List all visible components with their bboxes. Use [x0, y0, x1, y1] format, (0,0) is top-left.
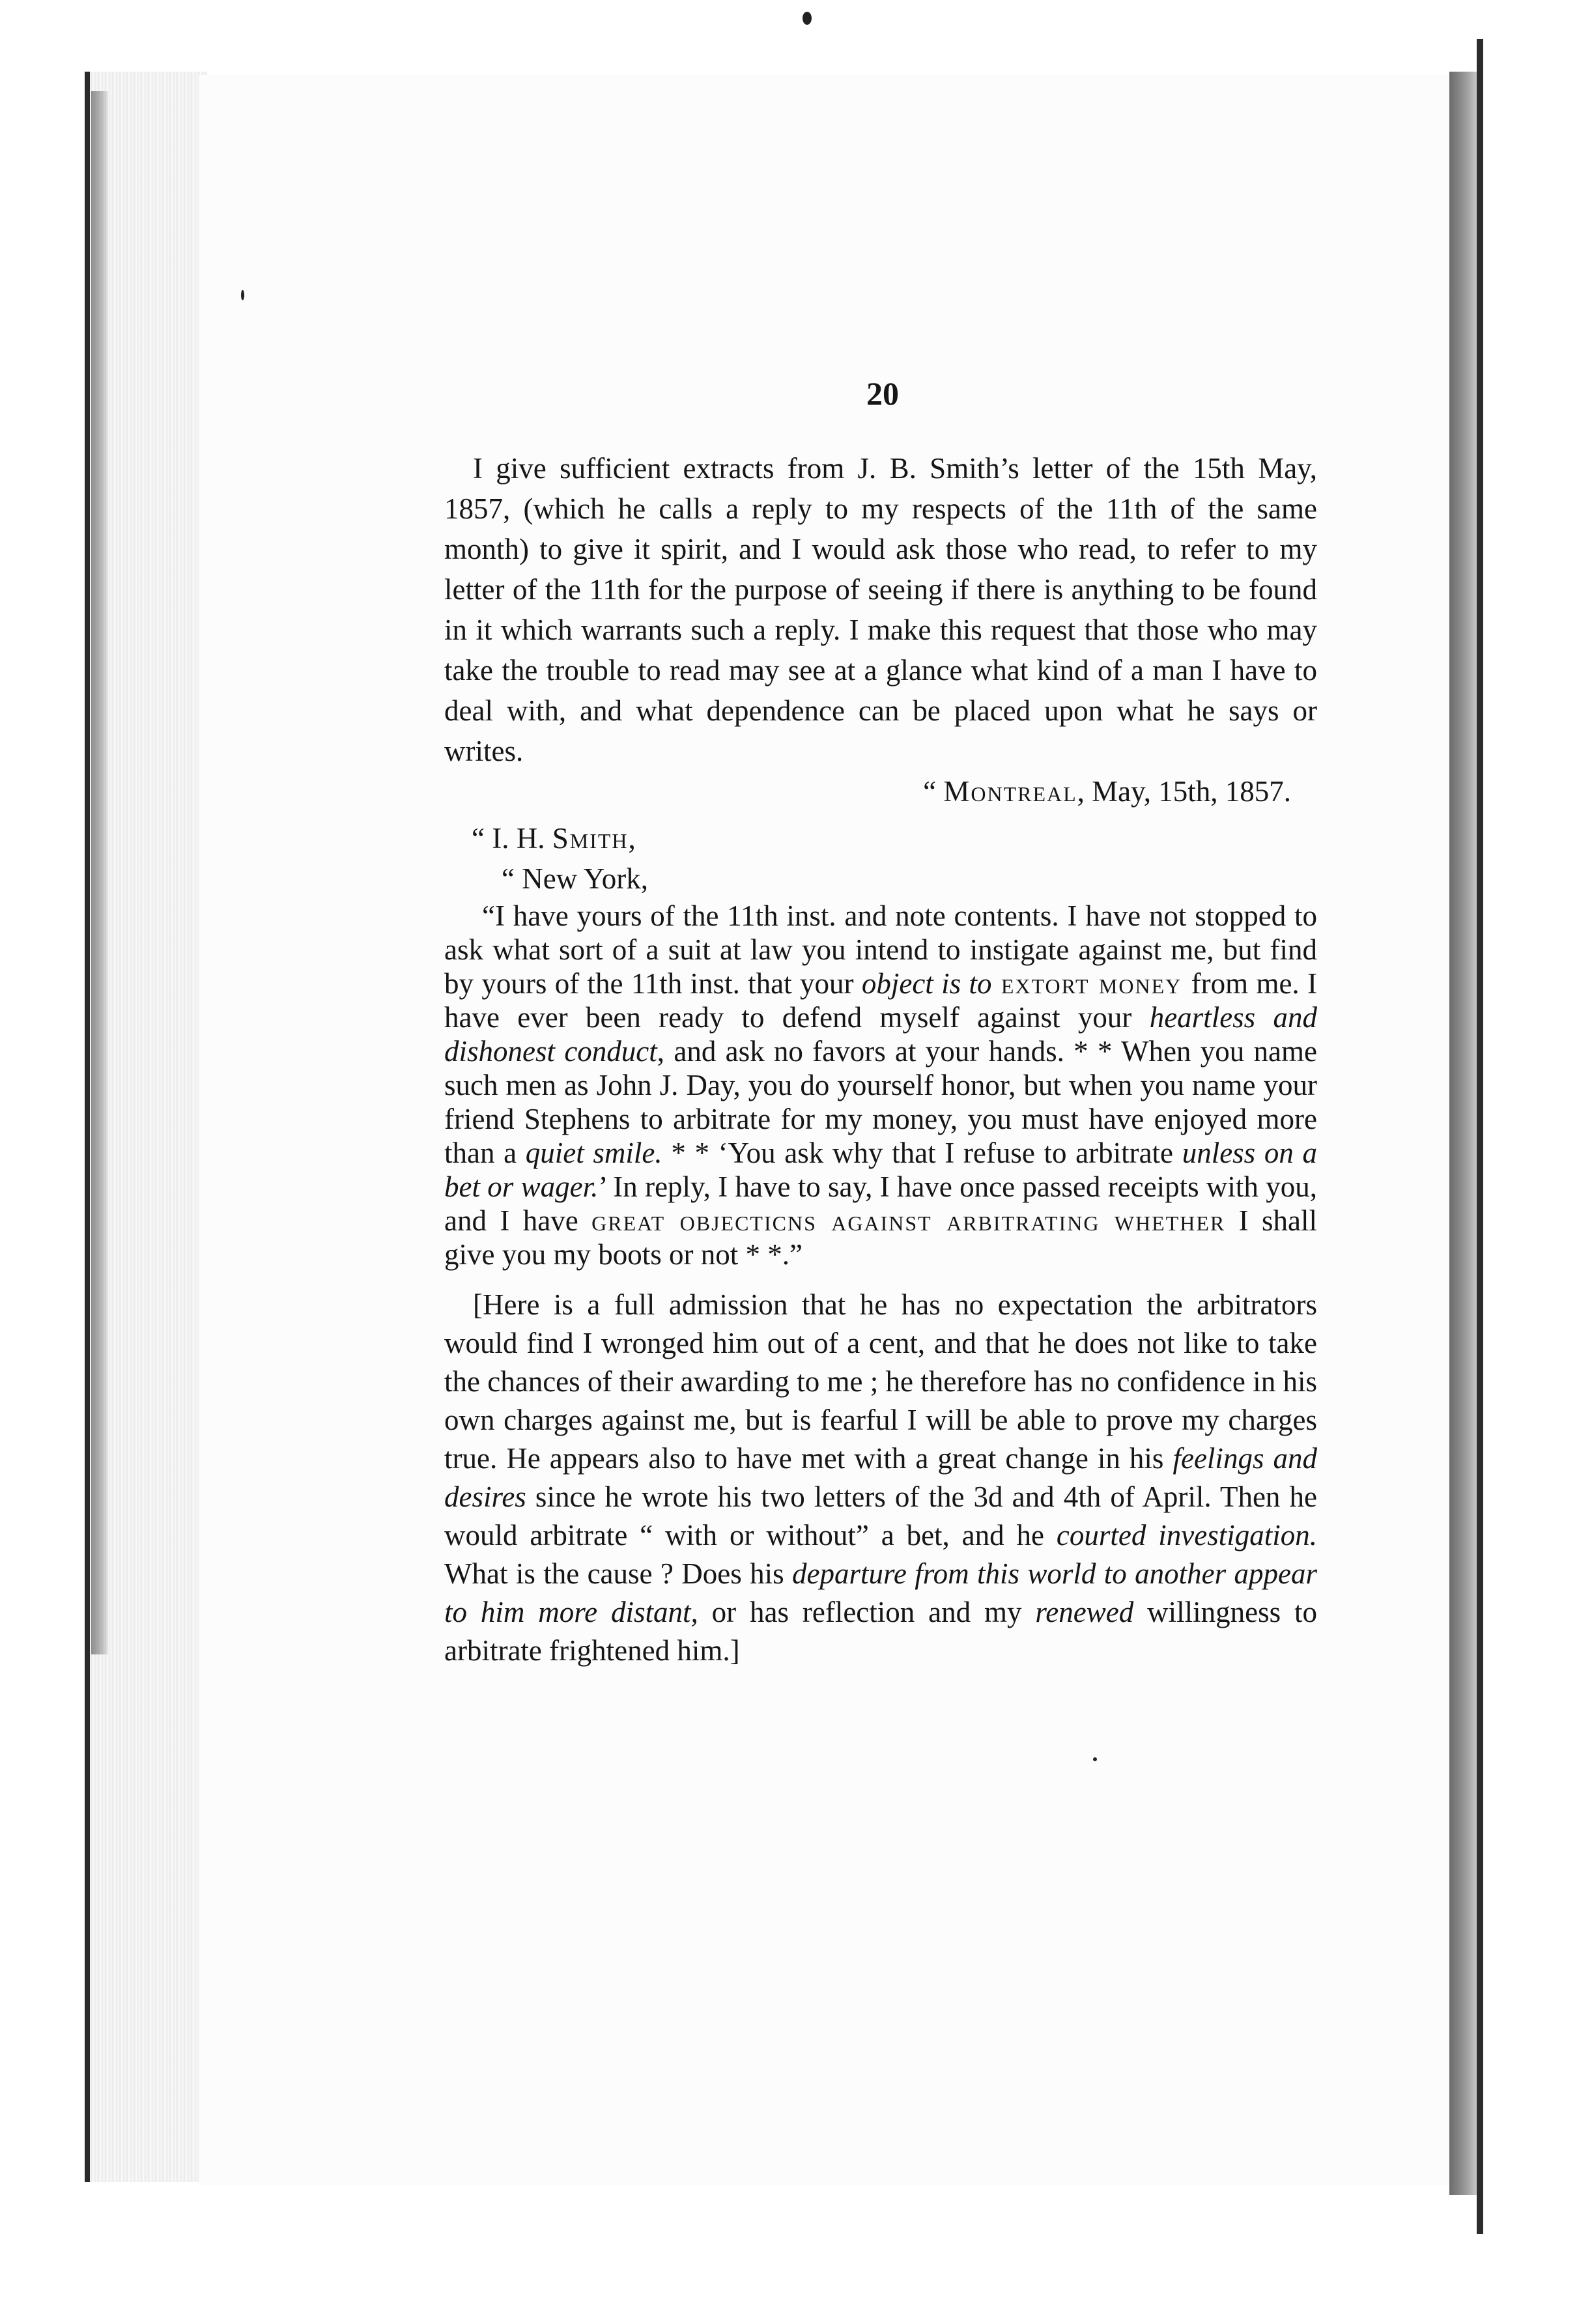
letter-salutation-name: [444, 818, 1317, 858]
dateline-date: , May, 15th, 1857.: [1077, 775, 1291, 808]
letter-salutation-city: “ New York,: [502, 862, 648, 895]
letter-text: * * ‘You ask why that I refuse to arbitrate: [662, 1137, 1182, 1169]
commentary-italic: feelings and desires: [444, 1442, 1317, 1513]
scan-speck: [241, 290, 244, 300]
binding-shadow: [1449, 72, 1477, 2195]
letter-text: , and ask no favors at your hands. * * When you name such men as John J. Day, you do yourself honor, but when you name your friend Stephens to arbitrate for my money, you must have enjoyed more than a: [444, 1035, 1318, 1169]
letter-caps: extort money: [991, 967, 1191, 1000]
letter-italic: object is to: [861, 967, 992, 1000]
bracketed-commentary: [444, 1286, 1317, 1670]
commentary-text: What is the cause ? Does his: [444, 1557, 793, 1590]
salutation-comma: ,: [628, 822, 636, 855]
letter-italic: quiet smile.: [525, 1137, 662, 1169]
salutation-surname: Smith: [552, 822, 629, 855]
body-text: [444, 448, 1317, 1670]
letter-dateline: [444, 771, 1317, 812]
commentary-italic: renewed: [1035, 1596, 1134, 1628]
letter-italic: heartless and dishonest conduct: [444, 1001, 1317, 1068]
commentary-italic: courted investigation.: [1056, 1519, 1317, 1552]
binding-edge: [1477, 39, 1483, 2234]
scan-speck: [803, 12, 812, 25]
commentary-italic: departure from this world to another appear to him more distant,: [444, 1557, 1317, 1628]
letter-text: I shall give you my boots or not * *.”: [444, 1204, 1318, 1271]
page-number: 20: [866, 375, 899, 412]
salutation-open: “ I. H.: [472, 822, 552, 855]
intro-paragraph: I give sufficient extracts from J. B. Smith’s letter of the 15th May, 1857, (which he calls a reply to my respects of the 11th of the same month) to give it spirit, and I would ask those who read, to refer to my letter of the 11th for the purpose of seeing if there is anything to be found in it which warrants such a reply. I make this request that those who may take the trouble to read may see at a glance what kind of a man I have to deal with, and what dependence can be placed upon what he says or writes.: [444, 452, 1317, 767]
letter-text: “I have yours of the 11th inst. and note contents. I have not stopped to ask what sort of a suit at law you intend to instigate against me, but find by yours of the 11th inst. that your: [444, 900, 1317, 1000]
letter-text: ’ In reply, I have to say, I have once passed receipts with you, and I have: [444, 1170, 1317, 1237]
commentary-text: or has reflection and my: [698, 1596, 1036, 1628]
quoted-letter: [444, 899, 1317, 1271]
book-edge-shadow: [91, 91, 108, 1654]
commentary-text: willingness to arbitrate frightened him.]: [444, 1596, 1317, 1667]
commentary-text: since he wrote his two letters of the 3d and 4th of April. Then he would arbitrate “ with or without” a bet, and he: [444, 1481, 1317, 1552]
dateline-open: “: [923, 775, 944, 808]
letter-italic: unless on a bet or wager.: [444, 1137, 1318, 1203]
dateline-city: Montreal: [943, 775, 1077, 808]
letter-caps: great objecticns against arbitrating whether: [591, 1204, 1226, 1237]
scan-speck: [1093, 1757, 1097, 1761]
letter-text: from me. I have ever been ready to defend myself against your: [444, 967, 1318, 1034]
commentary-text: [Here is a full admission that he has no expectation the arbitrators would find I wronged him out of a cent, and that he does not like to take the chances of their awarding to me ; he therefore has no confidence in his own charges against me, but is fearful I will be able to prove my charges true. He appears also to have met with a great change in his: [444, 1288, 1317, 1475]
